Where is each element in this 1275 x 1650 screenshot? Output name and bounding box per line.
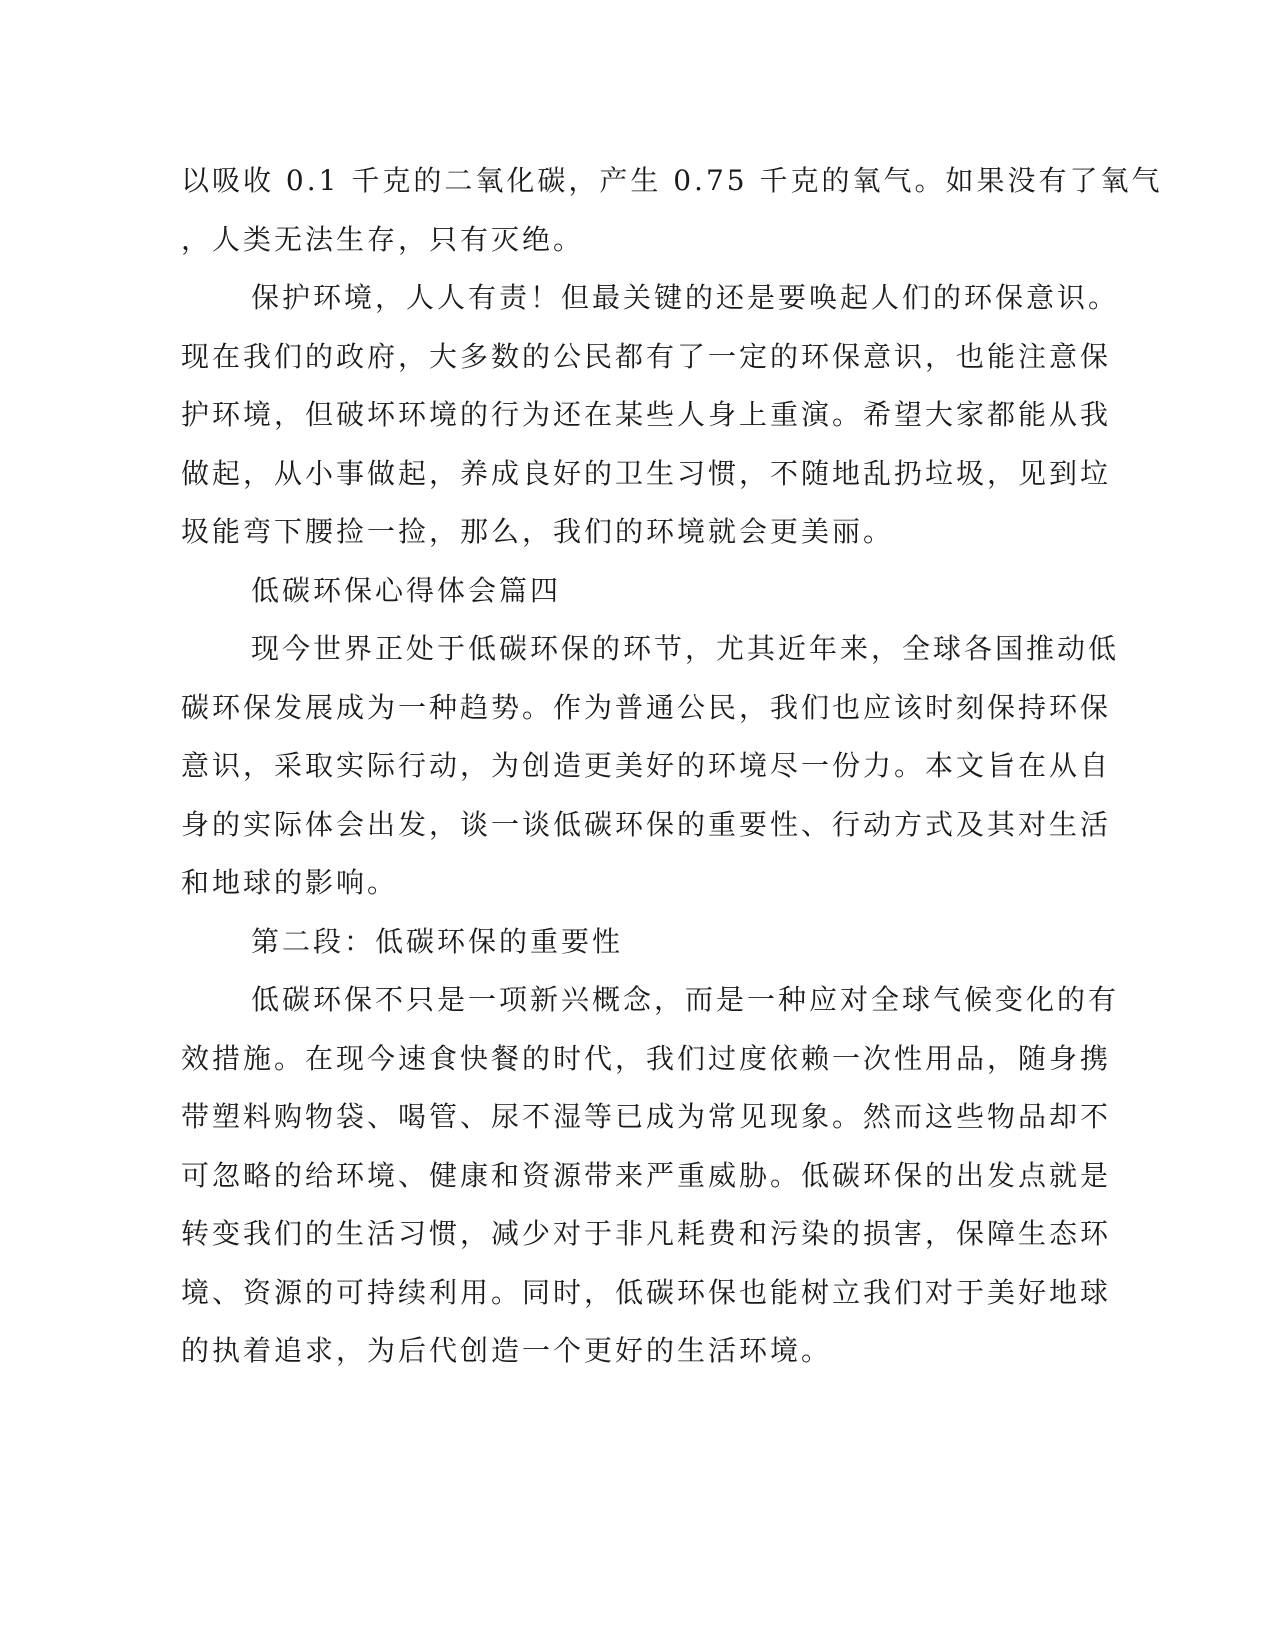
text-line: 境、资源的可持续利用。同时，低碳环保也能树立我们对于美好地球 <box>181 1276 1112 1309</box>
text-line: 身的实际体会出发，谈一谈低碳环保的重要性、行动方式及其对生活 <box>181 808 1112 841</box>
text-line: 做起，从小事做起，养成良好的卫生习惯，不随地乱扔垃圾，见到垃 <box>181 457 1112 490</box>
text-line: 护环境，但破坏环境的行为还在某些人身上重演。希望大家都能从我 <box>181 398 1112 431</box>
text-line: 的执着追求，为后代创造一个更好的生活环境。 <box>181 1334 833 1367</box>
text-line: 和地球的影响。 <box>181 866 399 899</box>
section-heading: 低碳环保心得体会篇四 <box>251 574 562 607</box>
text-line: 现今世界正处于低碳环保的环节，尤其近年来，全球各国推动低 <box>251 632 1120 665</box>
text-line: 现在我们的政府，大多数的公民都有了一定的环保意识，也能注意保 <box>181 340 1112 373</box>
text-line: 保护环境，人人有责！但最关键的还是要唤起人们的环保意识。 <box>251 281 1120 314</box>
text-line: 转变我们的生活习惯，减少对于非凡耗费和污染的损害，保障生态环 <box>181 1217 1112 1250</box>
text-line: 意识，采取实际行动，为创造更美好的环境尽一份力。本文旨在从自 <box>181 749 1112 782</box>
text-line: 碳环保发展成为一种趋势。作为普通公民，我们也应该时刻保持环保 <box>181 691 1112 724</box>
text-line: 低碳环保不只是一项新兴概念，而是一种应对全球气候变化的有 <box>251 983 1120 1016</box>
section-subheading: 第二段：低碳环保的重要性 <box>251 925 624 958</box>
text-line: 可忽略的给环境、健康和资源带来严重威胁。低碳环保的出发点就是 <box>181 1159 1112 1192</box>
text-line: 以吸收 0.1 千克的二氧化碳，产生 0.75 千克的氧气。如果没有了氧气 <box>181 164 1163 197</box>
text-line: ，人类无法生存，只有灭绝。 <box>181 223 585 256</box>
text-line: 效措施。在现今速食快餐的时代，我们过度依赖一次性用品，随身携 <box>181 1042 1112 1075</box>
text-line: 圾能弯下腰捡一捡，那么，我们的环境就会更美丽。 <box>181 515 895 548</box>
text-line: 带塑料购物袋、喝管、尿不湿等已成为常见现象。然而这些物品却不 <box>181 1100 1112 1133</box>
